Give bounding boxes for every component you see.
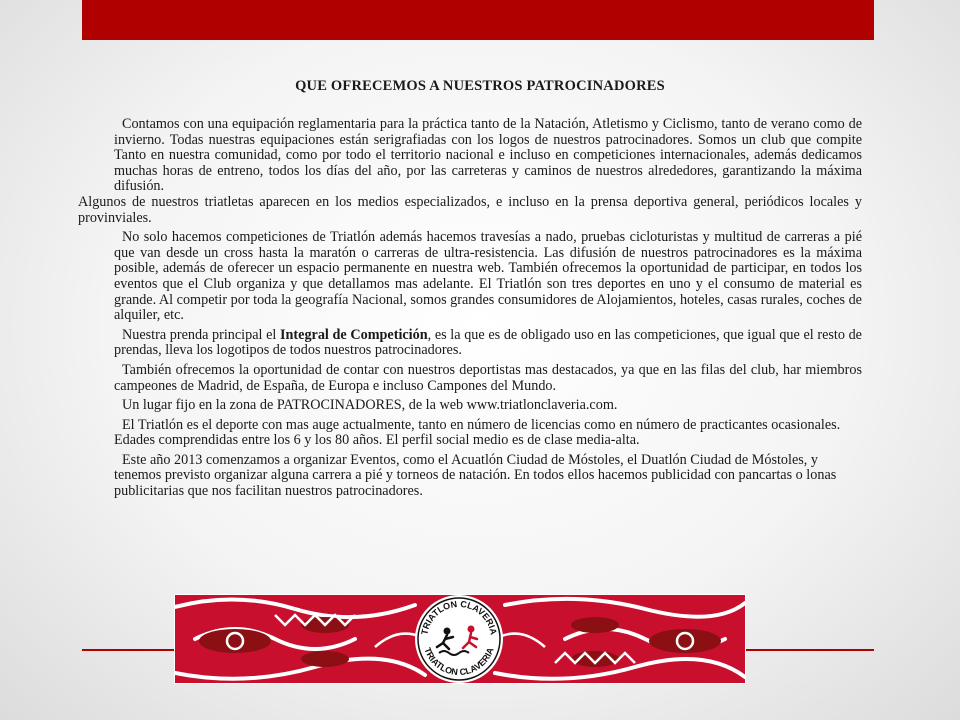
- bottom-rule-left: [82, 649, 176, 651]
- paragraph-competiciones: No solo hacemos competiciones de Triatlón además hacemos travesías a nado, pruebas cicloturistas y multitud de carreras a pié que van desde un cross hasta la maratón o carreras de ultra-resistencia. Las difusión de nuestros patrocinadores es la máxima posible, además de oferecer un espacio permanente en nuestra web. También ofrecemos la oportunidad de participar, en todos los eventos que el Club organiza y que detallamos mas adelante. El Triatlón son tres deportes en uno y el consumo de material es grande. Al competir por toda la geografía Nacional, somos grandes consumidores de Alojamientos, hoteles, casas rurales, coches de alquiler, etc.: [114, 229, 862, 324]
- paragraph-auge: El Triatlón es el deporte con mas auge actualmente, tanto en número de licencias como en número de practicantes ocasionales. Edades comprendidas entre los 6 y los 80 años. El perfil social medio es de clase media-alta.: [114, 416, 841, 449]
- paragraph-medios: Algunos de nuestros triatletas aparecen en los medios especializados, e incluso en la prensa deportiva general, periódicos locales y provinviales.: [78, 193, 862, 226]
- paragraph-integral: [114, 328, 862, 359]
- paragraph-web: Un lugar fijo en la zona de PATROCINADORES, de la web www.triatlonclaveria.com.: [122, 397, 618, 414]
- club-banner: [174, 594, 746, 684]
- paragraph-equipacion: Contamos con una equipación reglamentaria para la práctica tanto de la Natación, Atletismo y Ciclismo, tanto de verano como de invierno. Todas nuestras equipaciones están serigrafiadas con los logos de nuestros patrocinadores. Somos un club que compite Tanto en nuestra comunidad, como por todo el territorio nacional e incluso en competiciones internacionales, además dedicamos muchas horas de entreno, todos los días del año, por las carreteras y caminos de nuestros alrededores, garantizando la máxima difusión.: [114, 116, 862, 195]
- top-accent-bar: [82, 0, 874, 40]
- integral-text-bold: Integral de Competición: [280, 326, 428, 343]
- slide-title: QUE OFRECEMOS A NUESTROS PATROCINADORES: [295, 78, 665, 94]
- bottom-rule-right: [742, 649, 874, 651]
- logo-text-top: TRIATLON CLAVERIA: [419, 598, 499, 636]
- paragraph-eventos: Este año 2013 comenzamos a organizar Eventos, como el Acuatlón Ciudad de Móstoles, el Duatlón Ciudad de Móstoles, y tenemos previsto organizar alguna carrera a pié y torneos de natación. En todos ellos hacemos publicidad con pancartas o lonas publicitarias que nos facilitan nuestros patrocinadores.: [114, 451, 837, 500]
- tribal-pattern: [175, 595, 745, 683]
- body-text: [78, 116, 862, 500]
- logo-text-bottom: TRIATLON CLAVERIA: [422, 646, 496, 678]
- paragraph-deportistas: También ofrecemos la oportunidad de contar con nuestros deportistas mas destacados, ya que en las filas del club, har miembros campeones de Madrid, de España, de Europa e incluso Campones del Mundo.: [114, 361, 862, 394]
- integral-text-pre: Nuestra prenda principal el: [122, 326, 281, 343]
- integral-text-post: , es la que es de obligado uso en las competiciones, que igual que el resto de prendas, lleva los logotipos de todos nuestros patrocinadores.: [114, 326, 862, 359]
